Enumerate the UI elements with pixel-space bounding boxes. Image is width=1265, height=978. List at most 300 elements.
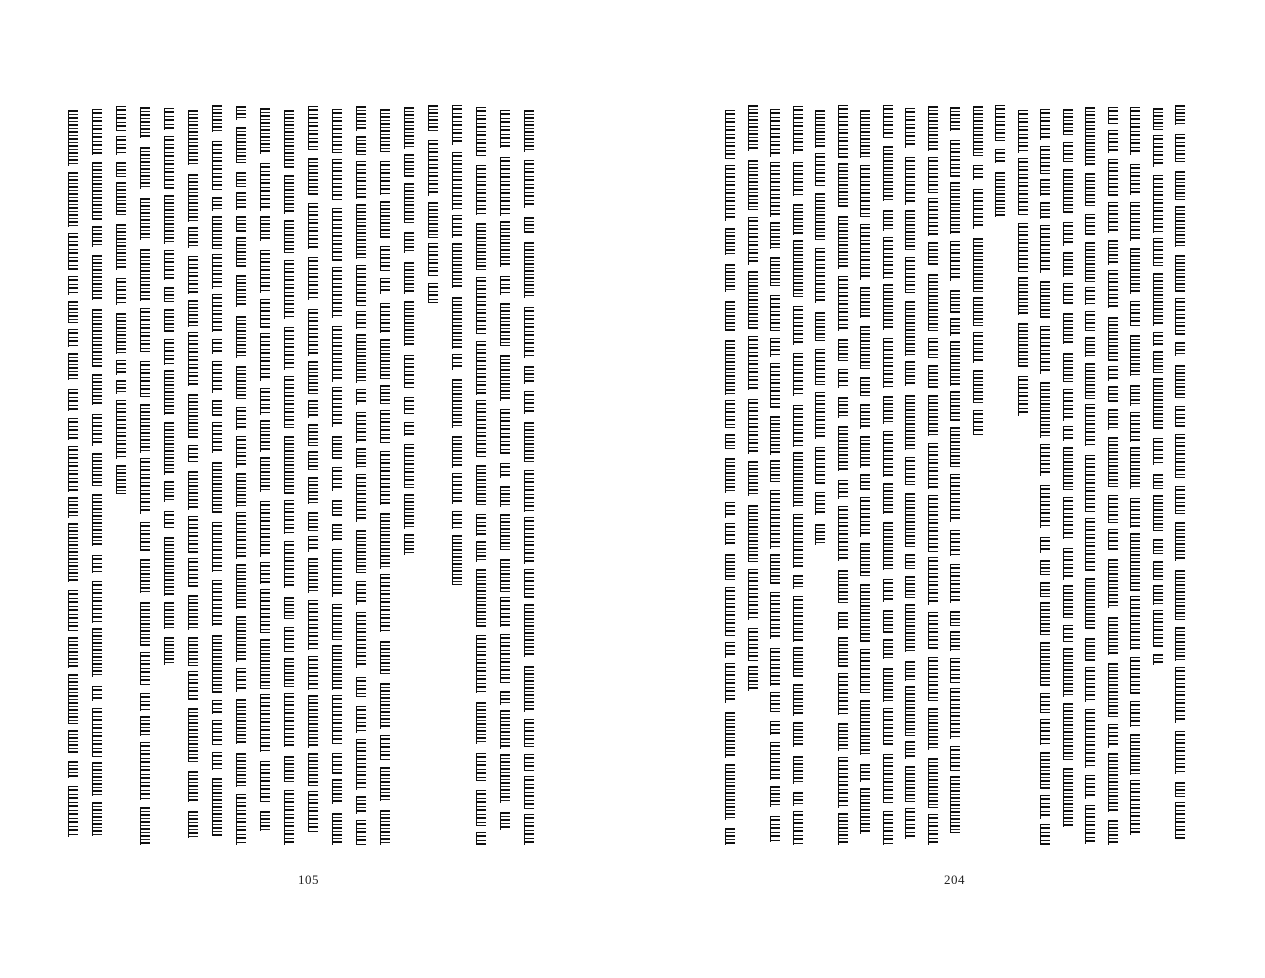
script-word [725,502,735,518]
script-word [452,105,462,145]
script-word [1175,782,1185,797]
script-word [1085,107,1095,166]
script-word [404,422,414,436]
script-word [524,110,534,152]
script-word [1040,719,1050,745]
script-word [260,694,270,752]
script-word [928,198,938,236]
script-word [770,490,780,549]
script-word [928,557,938,605]
script-word [500,559,510,592]
script-word [950,564,960,603]
script-word [1130,447,1140,489]
script-word [140,361,150,397]
script-word [380,767,390,801]
script-word [524,719,534,747]
script-word [928,395,938,436]
script-word [140,458,150,514]
script-word [476,465,486,505]
script-word [164,422,174,475]
script-word [838,216,848,269]
script-word [500,597,510,627]
script-word [1175,486,1185,514]
script-word [92,226,102,247]
script-word [524,160,534,208]
script-word [1175,434,1185,478]
script-word [260,811,270,831]
script-word [950,658,960,683]
script-word [260,163,270,211]
script-word [1063,625,1073,642]
script-word [950,746,960,771]
script-word [68,418,78,440]
script-word [928,657,938,701]
script-word [1040,225,1050,273]
script-word [116,182,126,215]
script-word [212,422,222,453]
script-word [92,414,102,446]
script-word [1018,323,1028,367]
script-word [883,210,893,231]
script-word [1040,582,1050,597]
script-word [356,412,366,443]
script-word [68,674,78,724]
script-word [770,786,780,807]
script-word [452,152,462,210]
script-word [356,612,366,668]
script-word [140,404,150,453]
script-word [838,612,848,630]
script-word [356,136,366,155]
script-word [500,157,510,216]
script-word [500,355,510,401]
script-word [1085,667,1095,702]
script-word [332,267,342,318]
script-word [1108,159,1118,196]
script-word [188,471,198,510]
script-word [815,193,825,240]
script-word [380,339,390,379]
script-word [260,562,270,584]
script-word [905,661,915,681]
script-word [1108,130,1118,153]
script-word [212,339,222,354]
script-word [68,637,78,668]
script-word [1063,447,1073,490]
script-word [950,776,960,833]
script-word [1130,301,1140,326]
script-word [1175,105,1185,125]
script-word [92,255,102,300]
script-word [815,524,825,545]
script-word [1040,382,1050,438]
script-word [284,790,294,845]
script-word [284,693,294,747]
script-word [1018,277,1028,315]
script-word [860,788,870,834]
script-word [212,400,222,416]
script-word [1040,824,1050,845]
script-word [950,182,960,234]
script-word [770,257,780,286]
script-word [770,460,780,482]
script-word [950,611,960,626]
script-word [860,224,870,280]
script-word [500,710,510,749]
script-word [1108,240,1118,265]
script-word [500,812,510,830]
script-word [770,416,780,455]
script-word [212,580,222,626]
script-word [188,445,198,462]
script-word [164,370,174,415]
script-word [1108,617,1118,655]
script-word [140,742,150,800]
script-word [308,203,318,249]
script-word [1040,693,1050,713]
script-word [838,369,848,388]
script-word [815,312,825,341]
script-word [1040,485,1050,528]
script-word [164,602,174,629]
script-word [928,612,938,649]
script-word [725,110,735,159]
script-word [68,301,78,323]
script-word [524,217,534,233]
script-word [212,197,222,211]
script-word [793,514,803,568]
script-word [815,492,825,515]
script-word [1175,522,1185,561]
script-word [1153,539,1163,554]
script-word [356,474,366,522]
script-word [1040,444,1050,476]
script-word [188,595,198,630]
script-word [883,146,893,201]
script-word [236,668,246,692]
script-word [1130,248,1140,294]
script-word [140,198,150,240]
script-word [356,530,366,573]
script-word [236,436,246,468]
script-word [68,329,78,347]
script-word [1175,802,1185,839]
script-word [188,516,198,553]
script-word [725,642,735,658]
script-word [380,161,390,195]
script-word [1063,283,1073,304]
script-word [308,656,318,690]
script-word [793,204,803,235]
script-word [308,424,318,446]
script-word [1175,342,1185,356]
script-word [308,158,318,195]
script-word [1108,753,1118,812]
script-word [92,109,102,155]
script-word [476,341,486,395]
script-word [140,249,150,301]
script-word [452,243,462,288]
script-word [725,587,735,636]
script-word [1175,406,1185,427]
script-word [1175,731,1185,774]
script-word [725,712,735,758]
script-word [380,513,390,569]
script-word [500,463,510,478]
script-word [236,564,246,609]
script-word [476,790,486,826]
script-word [1153,108,1163,130]
script-word [404,494,414,529]
script-word [748,336,758,390]
script-word [188,300,198,327]
script-word [838,105,848,158]
script-word [356,106,366,131]
script-word [164,250,174,280]
script-word [380,810,390,845]
script-word [883,522,893,570]
script-word [1153,175,1163,233]
script-word [212,294,222,332]
script-word [793,162,803,196]
script-word [332,436,342,459]
script-word [883,105,893,138]
script-word [308,257,318,300]
script-word [1175,255,1185,292]
script-word [524,569,534,598]
script-word [404,355,414,388]
script-word [524,814,534,845]
script-word [748,505,758,562]
right-page-text-block [725,105,1197,845]
script-word [308,695,318,748]
script-word [950,341,960,386]
script-word [815,447,825,484]
script-word [1175,667,1185,723]
script-word [838,426,848,471]
script-word [236,237,246,267]
script-word [1130,657,1140,694]
script-word [1063,222,1073,246]
script-word [1018,158,1028,215]
script-word [404,262,414,294]
script-word [883,237,893,279]
script-word [356,265,366,306]
script-word [380,683,390,729]
script-word [973,370,983,403]
script-word [905,808,915,839]
script-word [860,287,870,318]
script-word [1175,206,1185,247]
script-word [380,109,390,152]
script-word [92,762,102,796]
script-word [725,828,735,845]
script-word [260,388,270,415]
script-word [1085,363,1095,399]
script-word [452,436,462,468]
script-word [284,597,294,619]
script-word [116,313,126,354]
script-word [725,301,735,331]
script-word [404,183,414,223]
script-word [476,277,486,334]
script-word [260,457,270,492]
script-word [332,753,342,774]
script-word [476,753,486,781]
script-word [883,396,893,424]
script-word [500,634,510,683]
script-word [1175,298,1185,335]
script-word [356,581,366,605]
script-word [476,702,486,744]
script-word [92,628,102,677]
script-word [308,361,318,394]
script-word [116,136,126,155]
script-word [500,514,510,550]
script-word [500,486,510,507]
script-word [928,157,938,193]
script-word [284,376,294,428]
script-word [404,107,414,149]
script-word [1108,529,1118,550]
right-page-number: 204 [944,872,965,887]
script-word [793,106,803,154]
script-word [725,165,735,221]
script-word [116,224,126,270]
script-word [332,208,342,261]
script-word [476,107,486,156]
script-word [725,400,735,428]
script-word [284,627,294,652]
script-word [1040,752,1050,789]
script-word [260,589,270,633]
script-word [332,387,342,427]
script-word [883,610,893,633]
script-word [928,708,938,750]
script-word [476,514,486,536]
script-word [1085,638,1095,661]
script-word [116,360,126,375]
script-word [260,333,270,381]
script-word [92,686,102,701]
script-word [1153,585,1163,605]
script-word [332,549,342,597]
script-word [524,422,534,462]
script-word [236,753,246,787]
script-word [883,284,893,330]
script-word [380,303,390,333]
script-word [950,688,960,739]
script-word [793,353,803,396]
script-word [92,162,102,220]
script-word [1130,164,1140,195]
script-word [164,537,174,596]
script-word [260,250,270,293]
script-word [973,165,983,180]
script-word [860,436,870,468]
script-word [1153,438,1163,465]
script-word [1153,135,1163,167]
script-word [236,216,246,232]
script-word [1153,273,1163,326]
script-word [524,754,534,771]
script-word [404,397,414,414]
script-word [1130,385,1140,406]
script-word [1085,242,1095,282]
script-word [524,242,534,298]
script-word [838,637,848,667]
script-word [1040,202,1050,219]
script-word [928,106,938,151]
script-word [905,301,915,356]
script-word [950,427,960,467]
script-word [1063,548,1073,580]
script-word [308,309,318,356]
script-word [452,215,462,238]
script-word [838,397,848,418]
script-word [928,274,938,331]
script-word [164,195,174,244]
script-word [905,576,915,598]
script-word [950,631,960,651]
script-word [815,349,825,385]
script-word [68,276,78,295]
script-word [860,764,870,782]
script-word [380,451,390,505]
script-word [815,153,825,186]
script-word [140,693,150,711]
script-word [950,530,960,556]
script-word [793,596,803,642]
left-page-text-block [68,105,546,845]
script-word [793,722,803,747]
script-word [284,175,294,214]
script-word [973,410,983,435]
script-word [770,222,780,249]
script-word [188,558,198,587]
script-word [1130,498,1140,528]
script-word [140,807,150,845]
script-word [164,287,174,302]
script-word [1085,214,1095,235]
script-word [1153,378,1163,429]
script-word [380,201,390,238]
script-word [164,637,174,665]
script-word [860,497,870,537]
script-word [68,389,78,411]
script-word [995,105,1005,141]
script-word [860,649,870,693]
script-word [793,792,803,806]
script-word [1040,560,1050,575]
script-word [928,495,938,552]
script-word [212,700,222,714]
script-word [928,365,938,388]
script-word [452,535,462,585]
script-word [236,512,246,559]
script-word [428,283,438,303]
script-word [236,794,246,845]
script-word [188,771,198,802]
script-word [725,554,735,580]
script-word [116,278,126,305]
script-word [68,730,78,753]
script-word [236,316,246,358]
script-word [928,814,938,845]
script-word [770,162,780,217]
script-word [1153,351,1163,373]
script-word [860,110,870,158]
